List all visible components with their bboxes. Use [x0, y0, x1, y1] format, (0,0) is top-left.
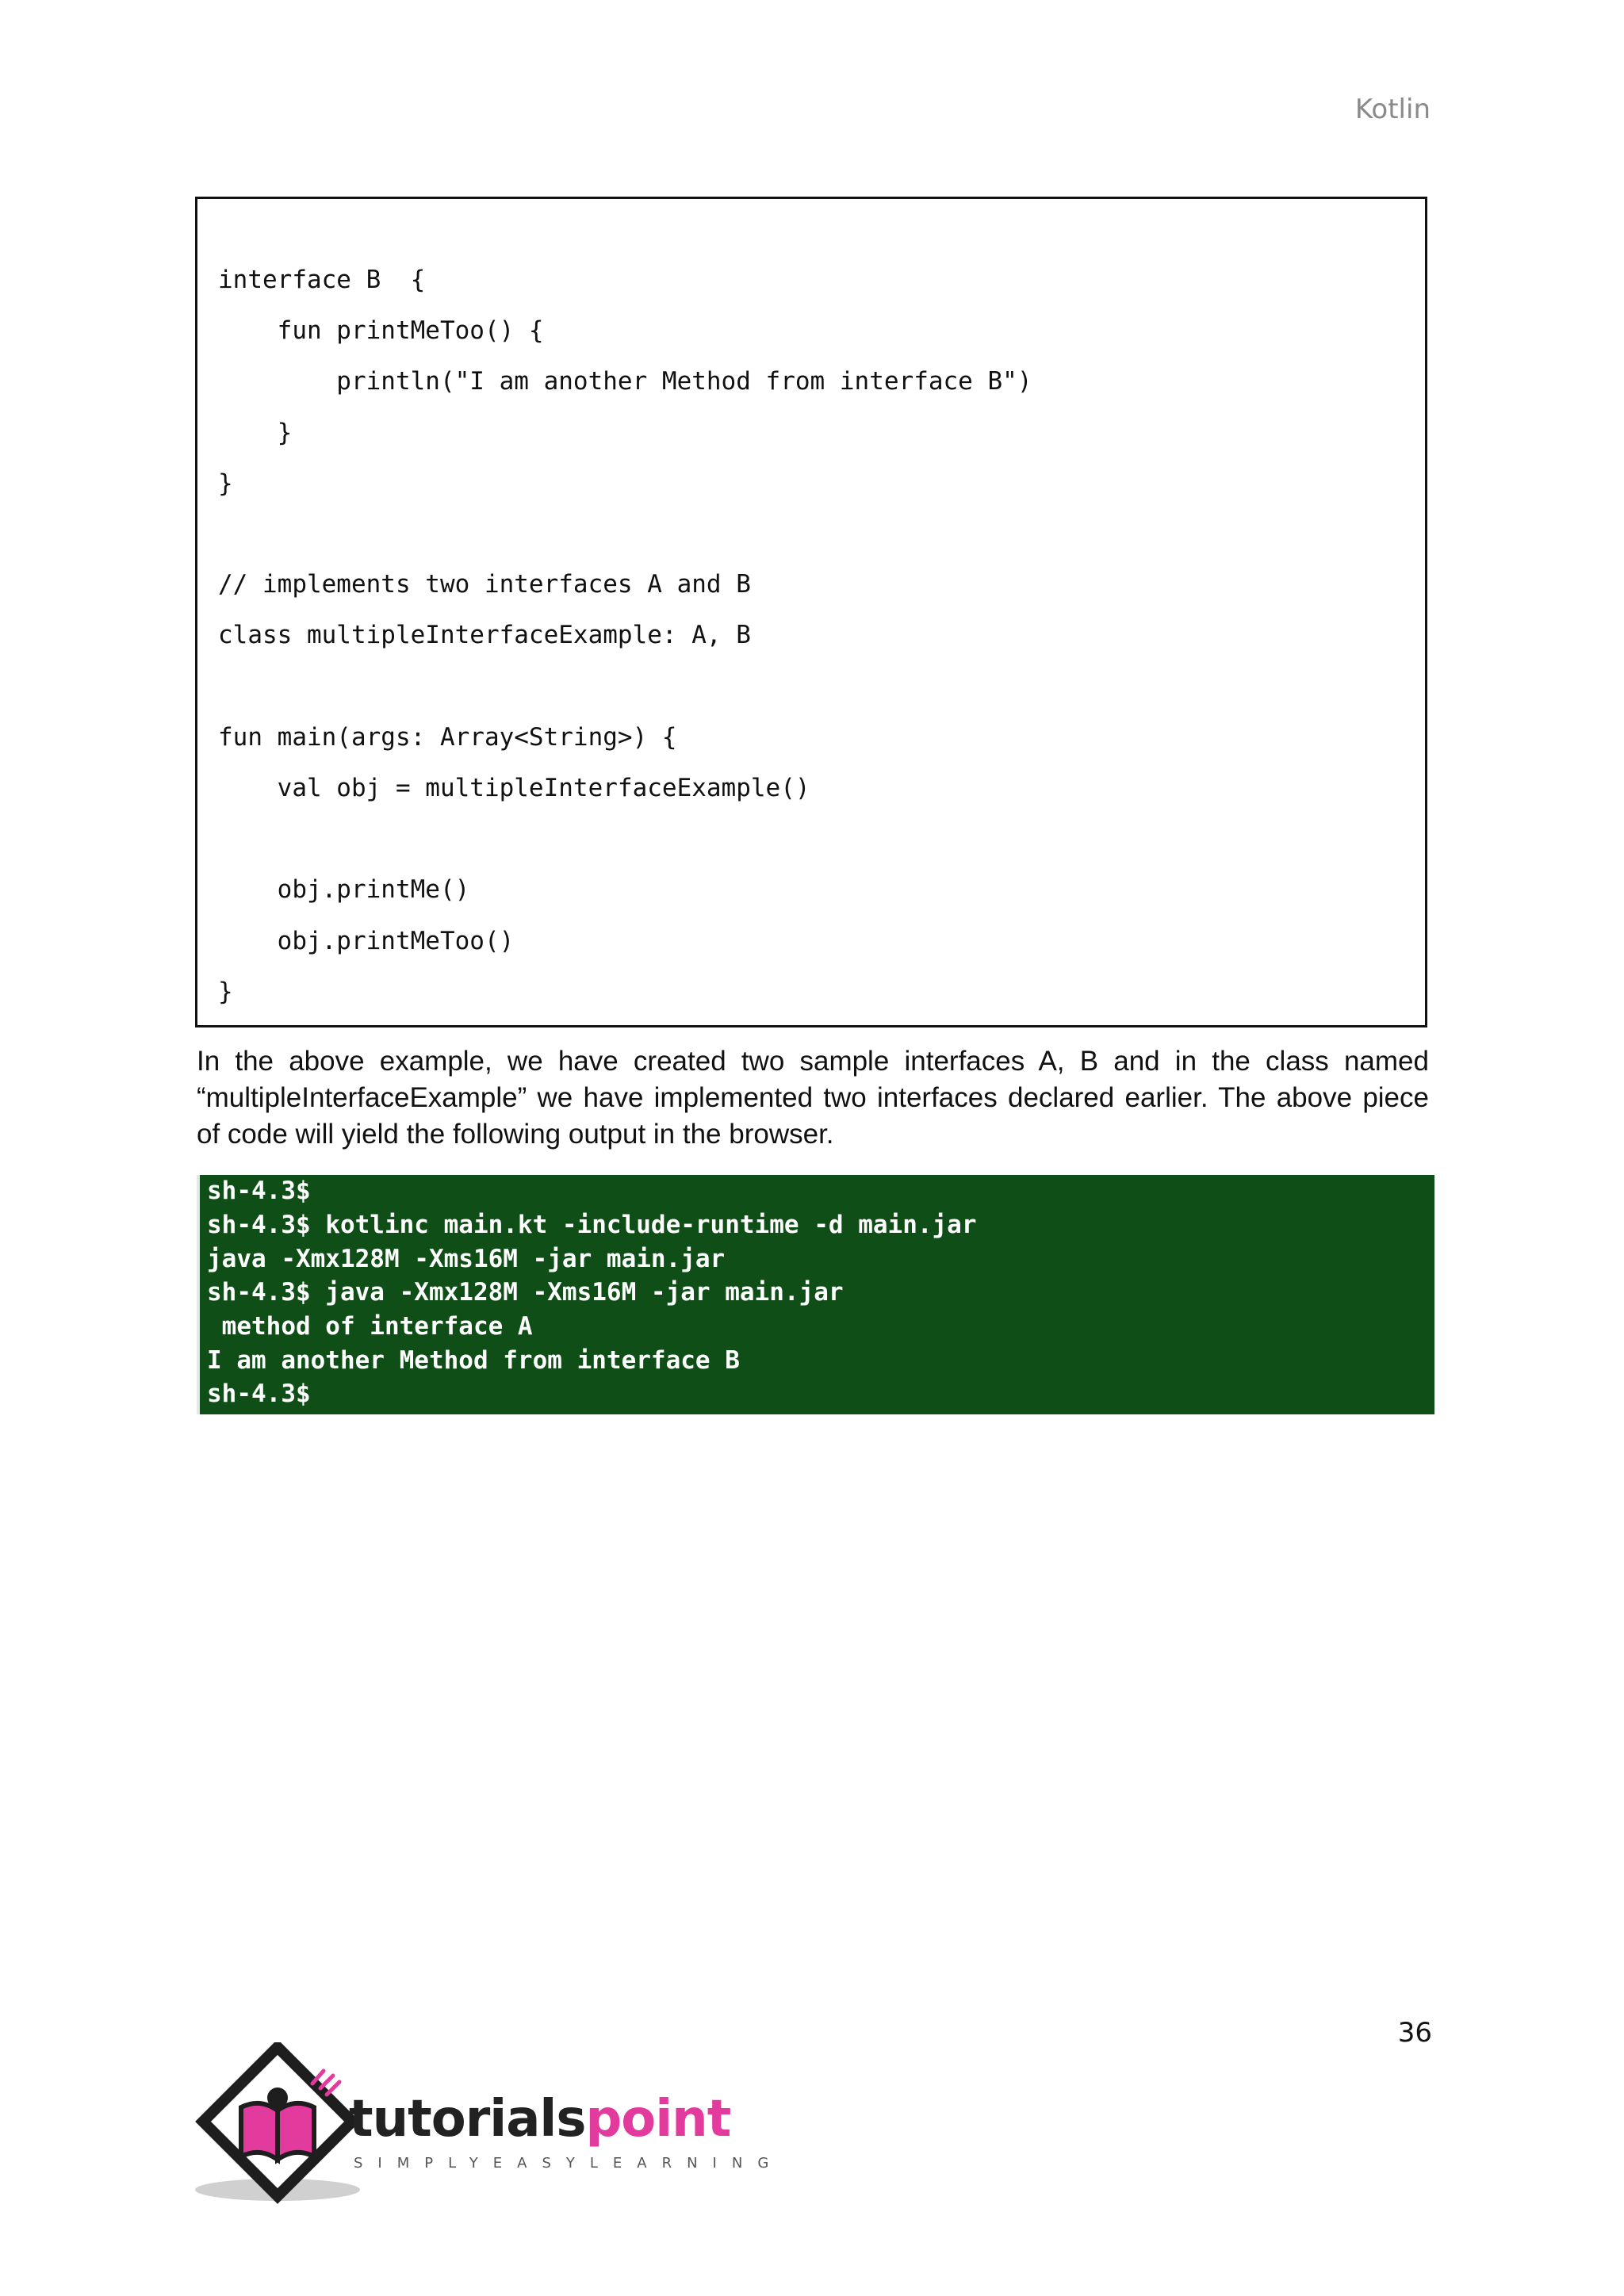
terminal-line: sh-4.3$ kotlinc main.kt -include-runtime -d main.jar	[207, 1211, 977, 1239]
terminal-line: java -Xmx128M -Xms16M -jar main.jar	[207, 1245, 726, 1273]
code-line: }	[218, 978, 233, 1006]
code-line: fun main(args: Array<String>) {	[218, 723, 677, 752]
code-line: class multipleInterfaceExample: A, B	[218, 621, 751, 649]
logo-word-tutorials: tutorials	[349, 2090, 586, 2149]
logo-word-point: point	[585, 2090, 731, 2149]
code-line: fun printMeToo() {	[218, 316, 544, 345]
code-line: obj.printMeToo()	[218, 927, 515, 955]
code-line: println("I am another Method from interface B")	[218, 367, 1032, 396]
code-block	[195, 197, 1427, 1027]
book-diamond-icon	[193, 2042, 368, 2209]
running-header: Kotlin	[1354, 94, 1431, 125]
code-line: // implements two interfaces A and B	[218, 570, 751, 599]
code-line: val obj = multipleInterfaceExample()	[218, 774, 810, 802]
terminal-line: method of interface A	[207, 1312, 533, 1341]
page-number: 36	[1397, 2017, 1432, 2049]
logo-wordmark	[349, 2090, 730, 2149]
terminal-line: sh-4.3$	[207, 1380, 311, 1408]
code-line: obj.printMe()	[218, 875, 470, 904]
code-line: interface B {	[218, 266, 426, 294]
terminal-line: sh-4.3$	[207, 1177, 311, 1205]
code-line: }	[218, 419, 293, 447]
logo-tagline: SIMPLYEASYLEARNING	[354, 2155, 784, 2172]
body-paragraph: In the above example, we have created two sample interfaces A, B and in the class named “multipleInterfaceExample” we have implemented two interfaces declared earlier. The above piece of code will yield the following output in the browser.	[197, 1046, 1429, 1150]
terminal-line: sh-4.3$ java -Xmx128M -Xms16M -jar main.jar	[207, 1278, 844, 1307]
terminal-line: I am another Method from interface B	[207, 1346, 740, 1375]
tutorialspoint-logo	[193, 2042, 784, 2209]
terminal-output	[197, 1175, 1434, 1414]
code-line: }	[218, 469, 233, 498]
